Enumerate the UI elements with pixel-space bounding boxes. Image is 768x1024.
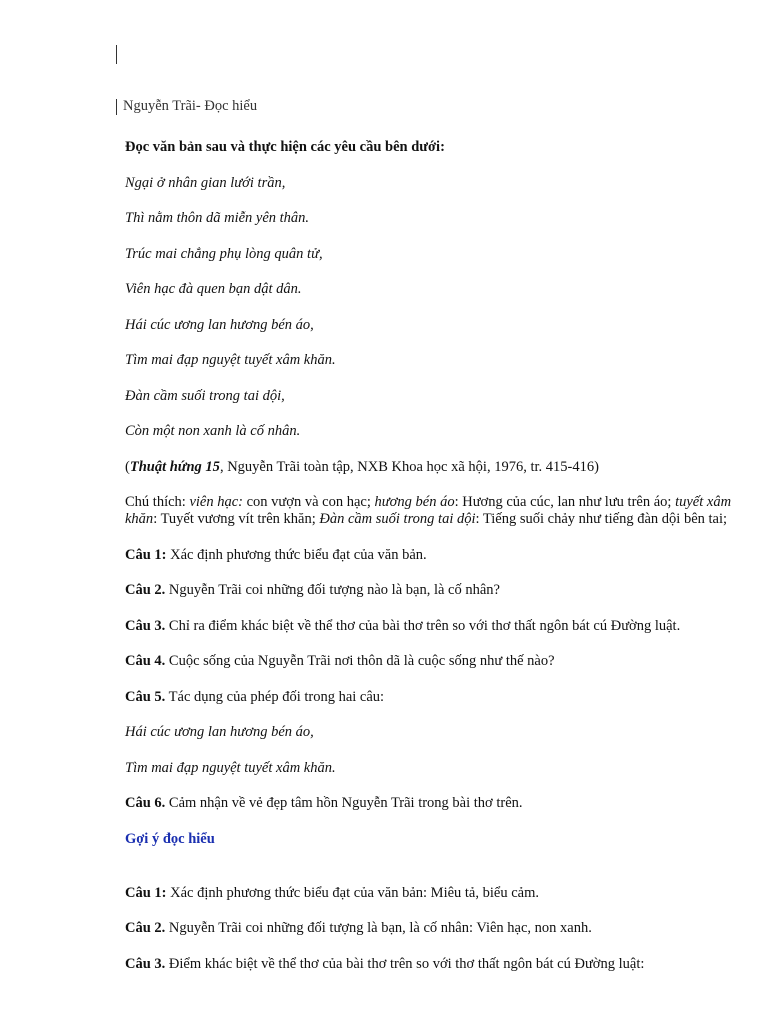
- question-text: Cảm nhận về vẻ đẹp tâm hồn Nguyễn Trãi trong bài thơ trên.: [165, 795, 523, 811]
- question: [125, 582, 740, 599]
- poem-line: Thì nằm thôn dã miễn yên thân.: [125, 210, 310, 226]
- question-label: Câu 2.: [125, 582, 166, 598]
- question-label: Câu 1:: [125, 546, 167, 563]
- instruction-text: Đọc văn bản sau và thực hiện các yêu cầu bên dưới:: [125, 139, 445, 155]
- question: [125, 795, 740, 812]
- footnote-def: : Tuyết vương vít trên khăn;: [153, 511, 320, 527]
- quoted-line: Tìm mai đạp nguyệt tuyết xâm khăn.: [125, 759, 336, 776]
- footnote-def: : Hương của cúc, lan như lưu trên áo;: [454, 494, 676, 510]
- footnote-def: : Tiếng suối chảy như tiếng đàn dội bên tai;: [475, 511, 728, 527]
- poem-line: Trúc mai chẳng phụ lòng quân tử,: [125, 245, 323, 262]
- question-text: Xác định phương thức biểu đạt của văn bản.: [166, 546, 427, 563]
- document-body: [125, 139, 740, 991]
- question-label: Câu 6.: [125, 795, 166, 811]
- document-header-title: Nguyễn Trãi- Đọc hiểu: [123, 98, 258, 114]
- header-line: [116, 98, 257, 115]
- question-text: Chỉ ra điểm khác biệt về thể thơ của bài thơ trên so với thơ thất ngôn bát cú Đường luật.: [165, 617, 681, 634]
- question-label: Câu 3.: [125, 617, 166, 634]
- question-text: Tác dụng của phép đối trong hai câu:: [165, 688, 385, 705]
- poem-line: Viên hạc đà quen bạn dật dân.: [125, 281, 302, 297]
- source-open-paren: (: [125, 458, 130, 475]
- question: [125, 547, 740, 564]
- poem-line: Còn một non xanh là cố nhân.: [125, 423, 301, 439]
- question: [125, 618, 740, 635]
- source-citation: [125, 459, 740, 476]
- poem-line: Tìm mai đạp nguyệt tuyết xâm khăn.: [125, 352, 336, 368]
- answer-text: Điểm khác biệt về thể thơ của bài thơ trên so với thơ thất ngôn bát cú Đường luật:: [165, 955, 645, 972]
- footnote-term: hương bén áo: [374, 494, 455, 510]
- answer: [125, 956, 740, 973]
- footnote-term: viên hạc:: [189, 494, 243, 510]
- question: [125, 689, 740, 706]
- answer-label: Câu 1:: [125, 884, 167, 901]
- answer-text: Nguyễn Trãi coi những đối tượng là bạn, là cố nhân: Viên hạc, non xanh.: [165, 920, 592, 936]
- answer-label: Câu 3.: [125, 955, 166, 972]
- footnote-def: con vượn và con hạc;: [243, 494, 375, 510]
- poem-line: Đàn cầm suối trong tai dội,: [125, 387, 285, 404]
- header-cursor-bar: [116, 99, 117, 115]
- question: [125, 653, 740, 670]
- source-title: Thuật hứng 15: [129, 458, 220, 475]
- poem-line: Ngại ở nhân gian lưới trần,: [125, 174, 286, 191]
- text-cursor: [116, 45, 117, 64]
- question-label: Câu 4.: [125, 653, 166, 669]
- footnote: [125, 494, 740, 528]
- answer: [125, 885, 740, 902]
- question-text: Nguyễn Trãi coi những đối tượng nào là bạn, là cố nhân?: [165, 582, 500, 598]
- footnote-prefix: Chú thích:: [125, 494, 190, 510]
- question-text: Cuộc sống của Nguyễn Trãi nơi thôn dã là cuộc sống như thế nào?: [165, 653, 555, 669]
- hint-heading: Gợi ý đọc hiểu: [125, 830, 215, 847]
- answer-text: Xác định phương thức biểu đạt của văn bản: Miêu tả, biểu cảm.: [166, 884, 539, 901]
- answer-label: Câu 2.: [125, 920, 166, 936]
- footnote-term: Đàn cầm suối trong tai dội: [319, 511, 476, 527]
- poem-line: Hái cúc ương lan hương bén áo,: [125, 316, 314, 333]
- question-label: Câu 5.: [125, 688, 166, 705]
- quoted-line: Hái cúc ương lan hương bén áo,: [125, 724, 314, 740]
- source-rest: , Nguyễn Trãi toàn tập, NXB Khoa học xã hội, 1976, tr. 415-416): [219, 458, 599, 475]
- footnote-term: tuyết xâm khăn: [125, 494, 732, 527]
- answer: [125, 920, 740, 937]
